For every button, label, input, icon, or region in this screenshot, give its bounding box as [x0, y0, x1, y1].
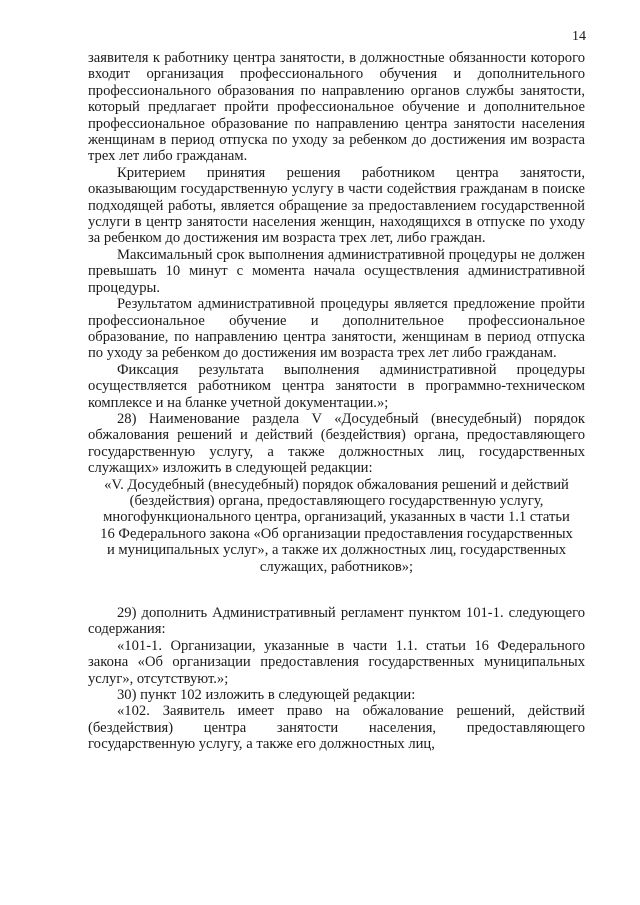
paragraph-item-28: 28) Наименование раздела V «Досудебный (внесудебный) порядок обжалования решений и действий (бездействия) органа, предоставляющего государственную услугу, а также должностных лиц, государственных служащих» изложить в следующей редакции:: [88, 410, 585, 477]
paragraph-result-recording: Фиксация результата выполнения административной процедуры осуществляется работником центра занятости в программно-техническом комплексе и на бланке учетной документации.»;: [88, 361, 585, 411]
paragraph-procedure-result: Результатом административной процедуры является предложение пройти профессиональное обучение и дополнительное профессиональное образование, по направлению центра занятости, женщинам в период отпуска по уходу за ребенком до достижения им возраста трех лет либо гражданам.: [88, 296, 585, 362]
paragraph-applicant-referral: заявителя к работнику центра занятости, в должностные обязанности которого входит организация профессионального обучения и дополнительного профессионального образования по направлению органов службы занятости, который предлагает пройти профессиональное обучение и дополнительное профессиональное образование по направлению центра занятости населения женщинам в период отпуска по уходу за ребенком до достижения им возраста трех лет либо гражданам.: [88, 50, 585, 165]
paragraph-item-29: 29) дополнить Административный регламент пунктом 101-1. следующего содержания:: [88, 605, 585, 638]
paragraph-item-101-1: «101-1. Организации, указанные в части 1.1. статьи 16 Федерального закона «Об организации предоставления государственных муниципальных услуг», отсутствуют.»;: [88, 637, 585, 687]
paragraph-item-102: «102. Заявитель имеет право на обжалование решений, действий (бездействия) центра занятости населения, предоставляющего государственную услугу, а также его должностных лиц,: [88, 703, 585, 753]
paragraph-decision-criterion: Критерием принятия решения работником центра занятости, оказывающим государственную услугу в части содействия гражданам в поиске подходящей работы, является обращение за предоставлением государственной услуги в центр занятости населения женщин, находящихся в отпуске по уходу за ребенком до достижения им возраста трех лет, либо граждан.: [88, 164, 585, 247]
section-v-heading: «V. Досудебный (внесудебный) порядок обжалования решений и действий (бездействия) органа, предоставляющего государственную услугу, многофункционального центра, организаций, указанных в части 1.1 статьи 16 Федерального закона «Об организации предоставления государственных и муниципальных услуг», а также их должностных лиц, государственных служащих, работников»;: [100, 476, 573, 575]
paragraph-item-30: 30) пункт 102 изложить в следующей редакции:: [117, 687, 416, 704]
page-number: 14: [572, 29, 586, 44]
document-body: [88, 50, 585, 753]
paragraph-max-duration: Максимальный срок выполнения административной процедуры не должен превышать 10 минут с момента начала осуществления административной процедуры.: [88, 246, 585, 296]
